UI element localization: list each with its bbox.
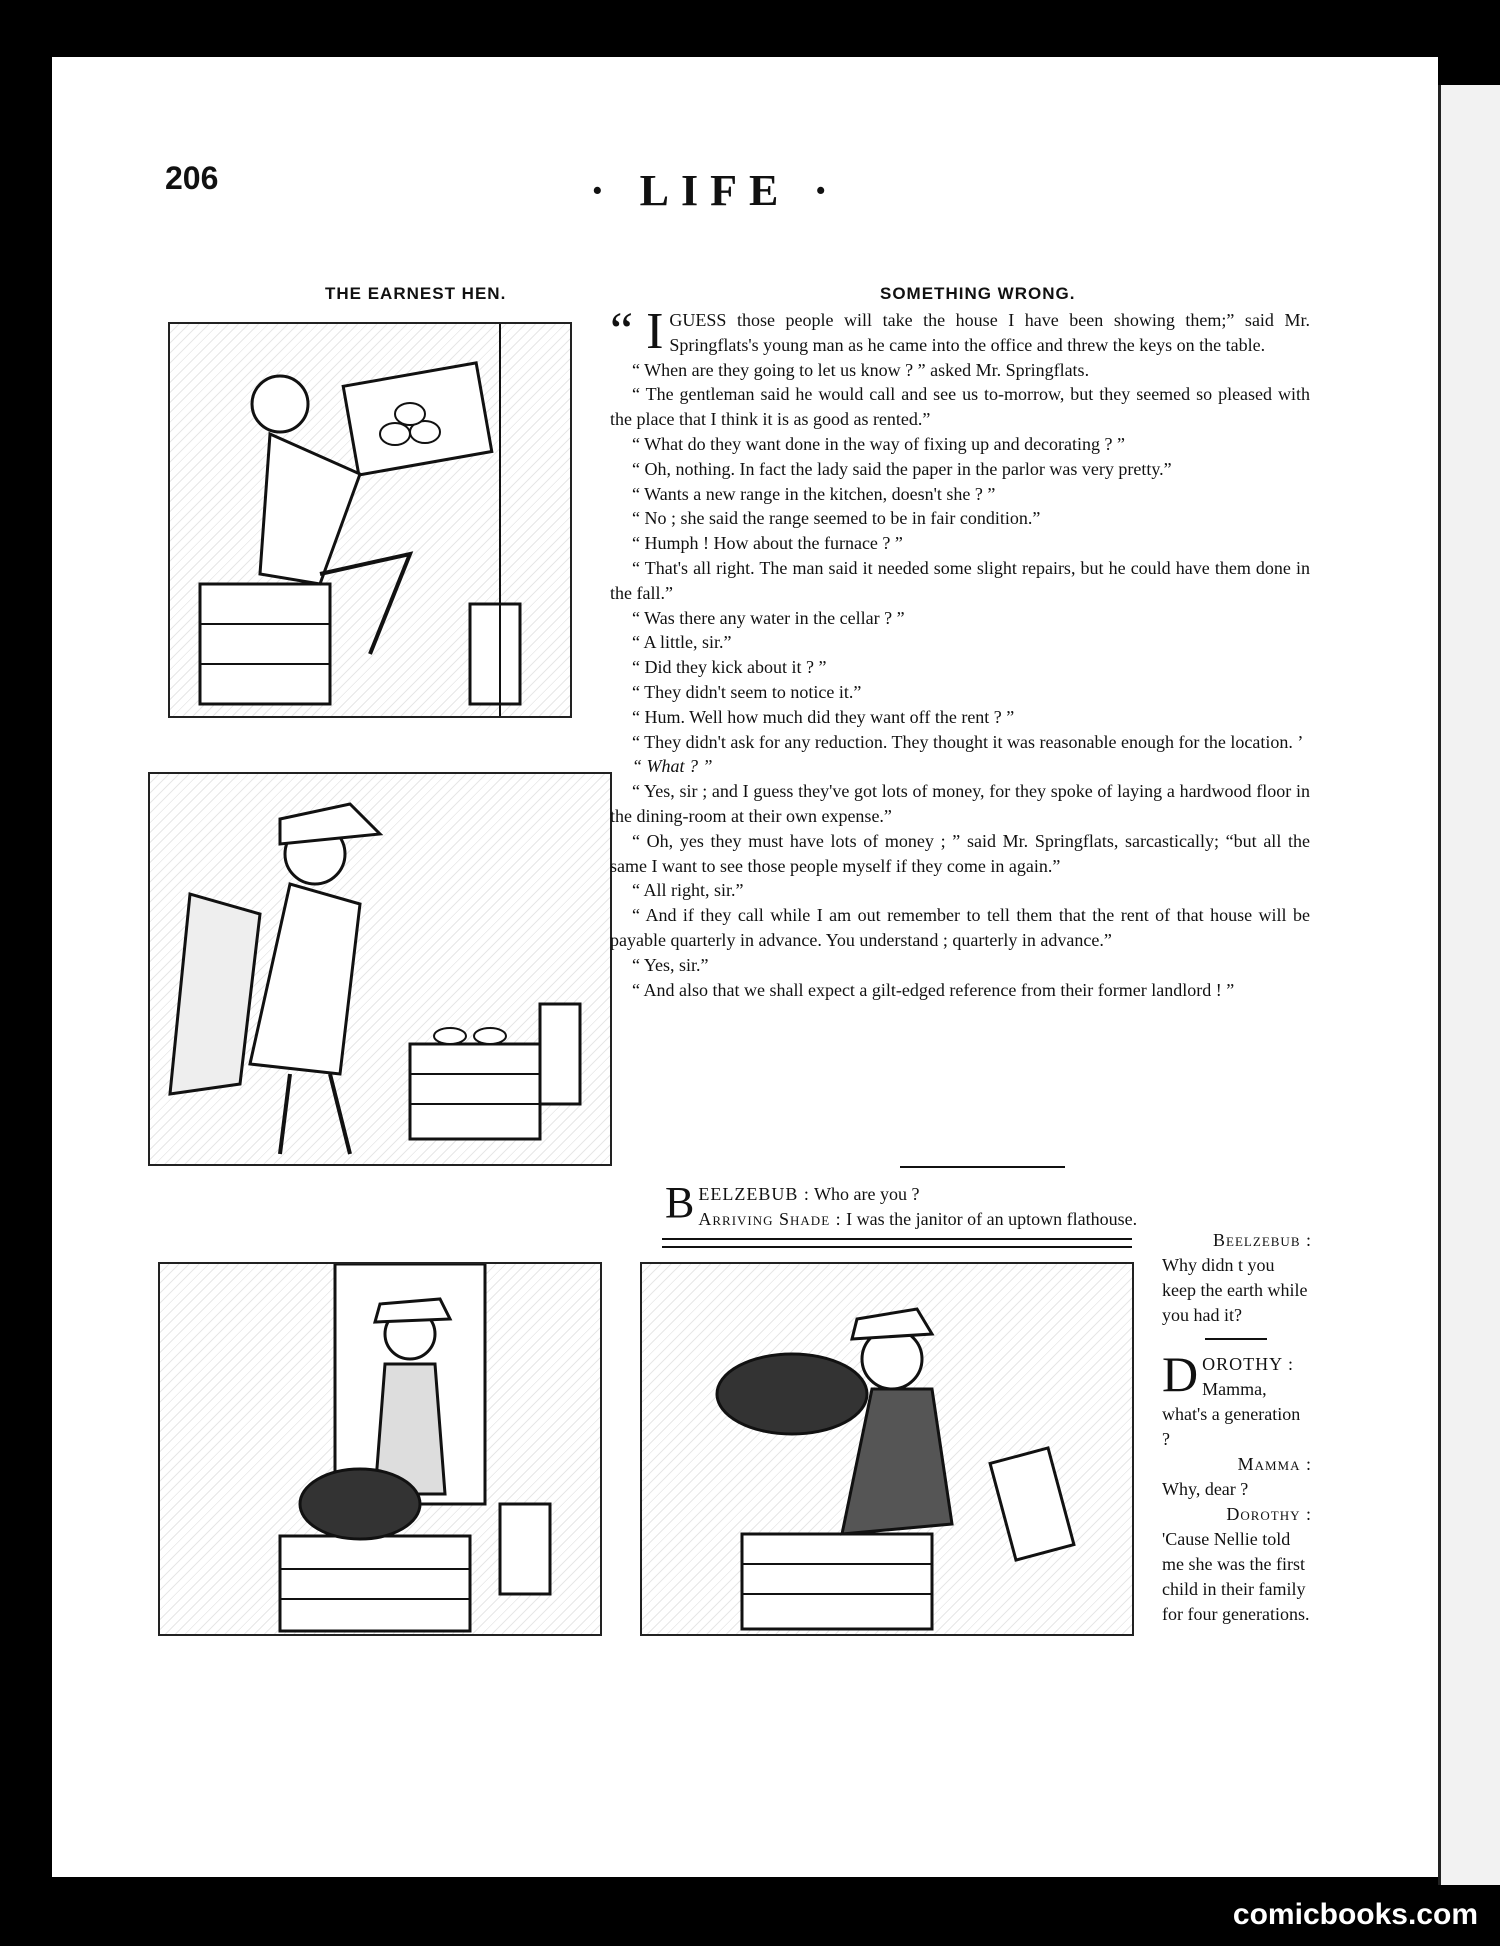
joke-beelzebub-reply <box>1162 1228 1312 1328</box>
article-paragraph: “ They didn't ask for any reduction. They thought it was reasonable enough for the location. ’ <box>632 731 1304 752</box>
section-divider <box>1205 1338 1267 1340</box>
article-paragraph: “ What do they want done in the way of fixing up and decorating ? ” <box>632 433 1126 454</box>
article-paragraph: “ A little, sir.” <box>632 632 732 653</box>
article-paragraph: “ Oh, nothing. In fact the lady said the paper in the parlor was very pretty.” <box>632 458 1172 479</box>
article-paragraph: “ When are they going to let us know ? ” asked Mr. Springflats. <box>632 359 1090 380</box>
dialogue: Mamma, what's a generation ? <box>1162 1379 1301 1449</box>
dialogue: Why, dear ? <box>1162 1479 1249 1499</box>
page-number: 206 <box>165 160 219 196</box>
article-paragraph: “ And also that we shall expect a gilt-edged reference from their former landlord ! ” <box>632 979 1235 1000</box>
article-paragraph: “ That's all right. The man said it needed some slight repairs, but he could have them done in the fall.” <box>610 557 1310 603</box>
double-rule <box>662 1238 1132 1248</box>
article-paragraph: “ Hum. Well how much did they want off the rent ? ” <box>632 706 1015 727</box>
article-paragraph: “ I GUESS those people will take the house I have been showing them;” said Mr. Springflats's young man as he came into the office and threw the keys on the table. <box>610 303 1310 360</box>
article-paragraph: “ Was there any water in the cellar ? ” <box>632 607 905 628</box>
masthead: · LIFE · <box>590 166 841 215</box>
article-paragraph: “ They didn't seem to notice it.” <box>632 681 862 702</box>
speaker: EELZEBUB : <box>698 1184 810 1204</box>
article-paragraph: “ Humph ! How about the furnace ? ” <box>632 533 903 554</box>
hen-on-crate-illustration <box>160 1264 600 1634</box>
article-body <box>610 303 1310 1002</box>
illustration-grabbing-hen <box>640 1262 1134 1636</box>
article-paragraph: “ All right, sir.” <box>632 880 744 901</box>
article-title: SOMETHING WRONG. <box>880 284 1076 303</box>
speaker: Mamma : <box>1237 1454 1312 1474</box>
joke-beelzebub <box>665 1178 1310 1232</box>
illustration-artist-painting <box>168 322 572 718</box>
adjacent-page-edge <box>1438 85 1500 1885</box>
dialogue: Who are you ? <box>814 1184 920 1204</box>
drop-cap: B <box>665 1178 695 1227</box>
drop-cap: D <box>1162 1346 1199 1402</box>
article-paragraph: “ Did they kick about it ? ” <box>632 657 827 678</box>
illustration-hen-on-crate <box>158 1262 602 1636</box>
article-paragraph: “ No ; she said the range seemed to be in fair condition.” <box>632 508 1041 529</box>
speaker: Dorothy : <box>1226 1504 1312 1524</box>
dialogue: Why didn t you keep the earth while you had it? <box>1162 1255 1308 1325</box>
dialogue: 'Cause Nellie told me she was the first child in their family for four generations. <box>1162 1529 1310 1624</box>
joke-dorothy <box>1162 1346 1312 1627</box>
drop-cap: “ I <box>610 303 664 360</box>
artist-painting-eggs-illustration <box>170 324 570 716</box>
article-paragraph: “ Yes, sir.” <box>632 954 709 975</box>
speaker: Beelzebub : <box>1213 1230 1312 1250</box>
speaker: Arriving Shade : <box>698 1209 842 1229</box>
article-paragraph: “ And if they call while I am out remember to tell them that the rent of that house will be payable quarterly in advance. You understand ; quarterly in advance.” <box>610 905 1310 950</box>
article-paragraph: “ What ? ” <box>632 756 713 777</box>
watermark: comicbooks.com <box>1232 1898 1478 1931</box>
article-paragraph: “ Oh, yes they must have lots of money ; ” said Mr. Springflats, sarcastically; “but all the same I want to see those people myself if they come in again.” <box>610 830 1310 876</box>
speaker: OROTHY : <box>1202 1354 1294 1374</box>
left-caption: THE EARNEST HEN. <box>325 284 507 303</box>
article-paragraph: “ The gentleman said he would call and see us to-morrow, but they seemed so pleased with the place that I think it is as good as rented.” <box>610 384 1310 430</box>
article-paragraph: “ Yes, sir ; and I guess they've got lots of money, for they spoke of laying a hardwood floor in the dining-room at their own expense.” <box>610 781 1310 826</box>
artist-grabbing-hen-illustration <box>642 1264 1132 1634</box>
illustration-artist-crate <box>148 772 612 1166</box>
article-paragraph: “ Wants a new range in the kitchen, doesn't she ? ” <box>632 483 996 504</box>
section-divider <box>900 1166 1065 1168</box>
artist-with-eggs-on-crate-illustration <box>150 774 610 1164</box>
dialogue: I was the janitor of an uptown flathouse. <box>846 1209 1138 1229</box>
